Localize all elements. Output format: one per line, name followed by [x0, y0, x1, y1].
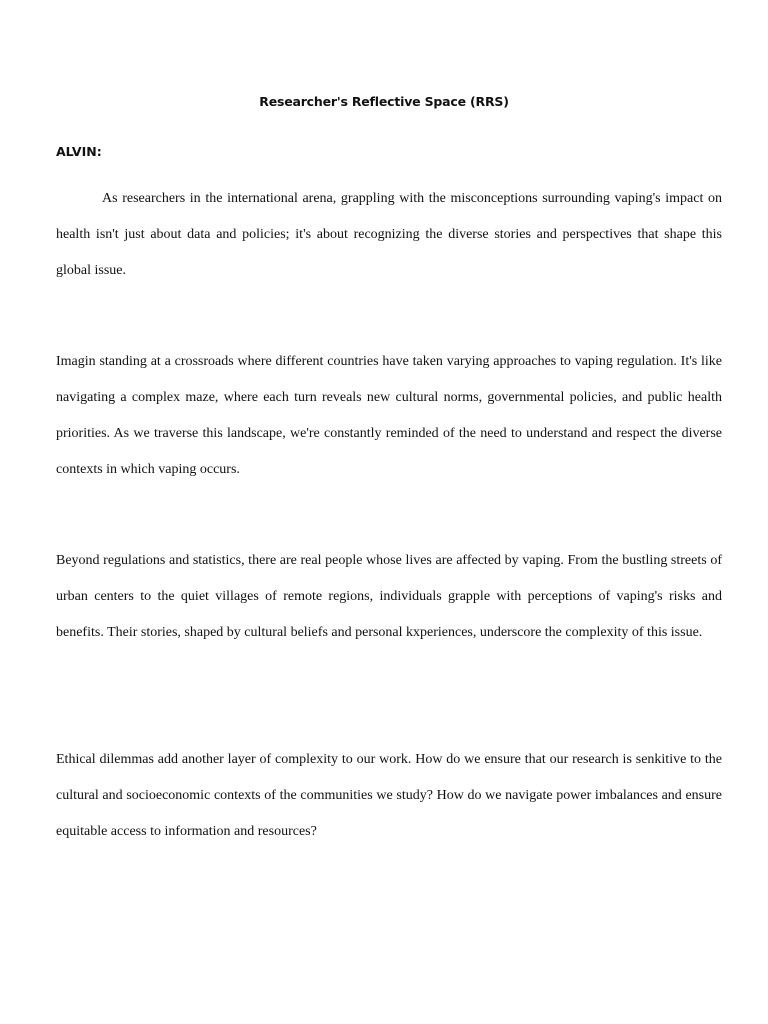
paragraph: Ethical dilemmas add another layer of complexity to our work. How do we ensure that our research is senkitive to the cultural and socioeconomic contexts of the communities we study? How do we navigate power imbalances and ensure equitable access to information and resources?	[56, 752, 722, 839]
paragraph: Beyond regulations and statistics, there are real people whose lives are affected by vaping. From the bustling streets of urban centers to the quiet villages of remote regions, individuals grapple with perceptions of vaping's risks and benefits. Their stories, shaped by cultural beliefs and personal kxperiences, underscore the complexity of this issue.	[56, 553, 722, 640]
paragraph: Imagin standing at a crossroads where different countries have taken varying approaches to vaping regulation. It's like navigating a complex maze, where each turn reveals new cultural norms, governmental policies, and public health priorities. As we traverse this landscape, we're constantly reminded of the need to understand and respect the diverse contexts in which vaping occurs.	[56, 354, 722, 477]
paragraph: As researchers in the international arena, grappling with the misconceptions surrounding vaping's impact on health isn't just about data and policies; it's about recognizing the diverse stories and perspectives that shape this global issue.	[56, 191, 722, 278]
document-title: Researcher's Reflective Space (RRS)	[259, 94, 509, 109]
author-label: ALVIN:	[56, 144, 102, 159]
